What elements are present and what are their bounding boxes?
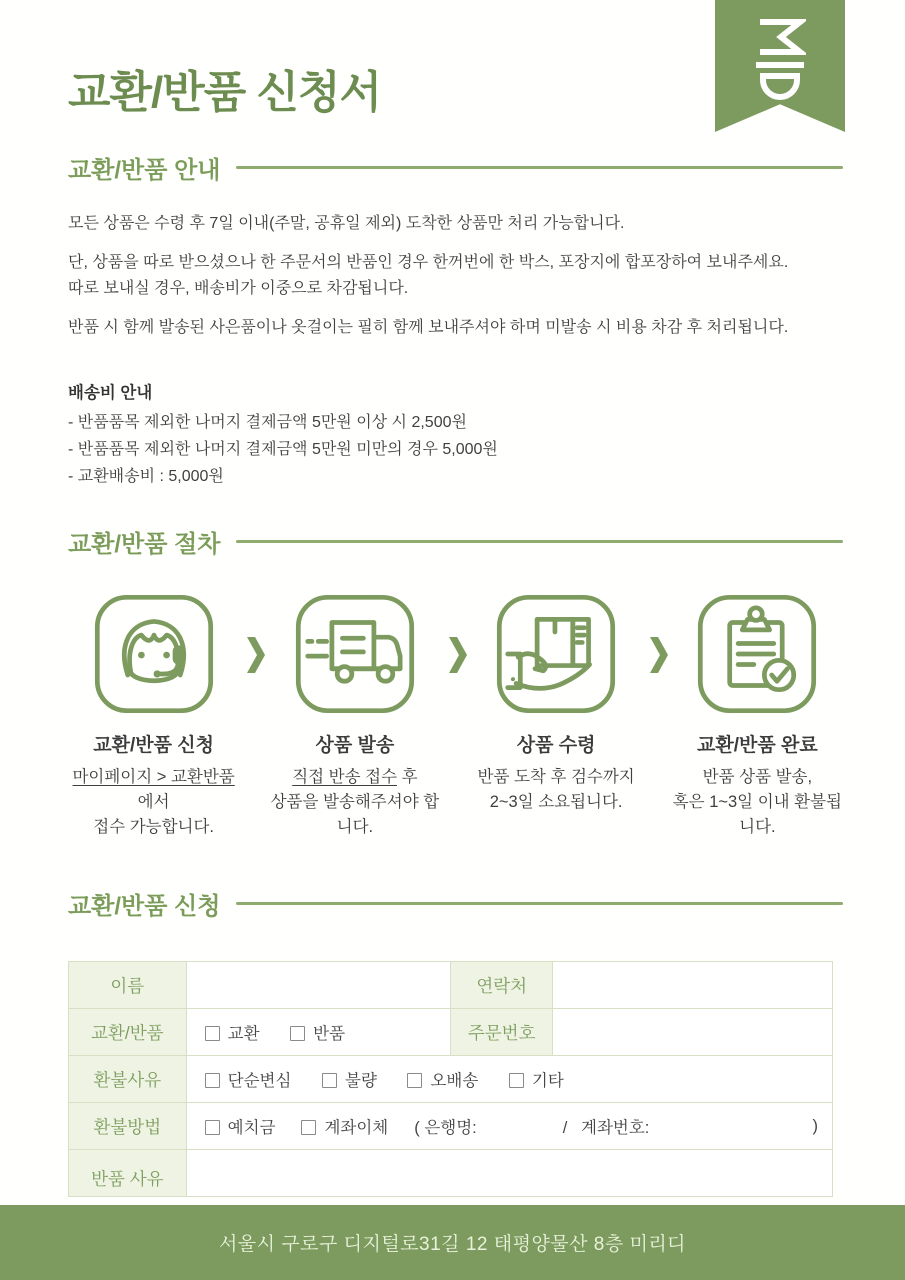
- account-number-label: / 계좌번호:: [562, 1119, 650, 1137]
- step-description: [672, 765, 843, 840]
- name-label: 이름: [69, 962, 187, 1009]
- process-step-receive: [471, 591, 642, 840]
- step-text: 2~3일 소요됩니다.: [489, 793, 623, 811]
- table-row: [69, 962, 833, 1009]
- other-label: 기타: [531, 1072, 564, 1090]
- step-text: 반품 상품 발송,: [702, 768, 813, 786]
- step-link-text: 마이페이지 > 교환반품: [72, 768, 235, 786]
- order-number-label: 주문번호: [450, 1009, 552, 1056]
- shipping-fee-heading: 배송비 안내: [68, 384, 153, 402]
- refund-reason-options-cell: [186, 1056, 832, 1103]
- chevron-right-icon: [650, 637, 668, 673]
- chevron-right-icon: [449, 637, 467, 673]
- return-option-label: 반품: [313, 1025, 346, 1043]
- request-form-table: [68, 961, 833, 1197]
- order-number-input-cell[interactable]: [553, 1009, 833, 1056]
- contact-input-cell[interactable]: [553, 962, 833, 1009]
- step-text: 접수 가능합니다.: [93, 818, 214, 836]
- clipboard-check-icon: [694, 591, 820, 717]
- exchange-checkbox[interactable]: [205, 1026, 220, 1041]
- return-reason-label: 반품 사유: [69, 1150, 187, 1197]
- wrong-delivery-label: 오배송: [430, 1072, 479, 1090]
- page-title: 교환/반품 신청서: [68, 68, 381, 117]
- type-options-cell: [186, 1009, 450, 1056]
- exchange-option-label: 교환: [227, 1025, 260, 1043]
- company-address: 서울시 구로구 디지털로31길 12 태평양물산 8층 미리디: [218, 1234, 687, 1255]
- step-description: [68, 765, 239, 840]
- step-text: 후: [397, 768, 418, 786]
- process-steps: [68, 591, 843, 840]
- step-text: 반품 도착 후 검수까지: [477, 768, 635, 786]
- step-title: 상품 수령: [516, 735, 596, 756]
- chevron-right-icon: [247, 637, 265, 673]
- deposit-checkbox[interactable]: [205, 1120, 220, 1135]
- section-process-title: 교환/반품 절차: [68, 531, 221, 558]
- table-row: [69, 1103, 833, 1150]
- defect-label: 불량: [345, 1072, 377, 1090]
- table-row: [69, 1056, 833, 1103]
- bank-transfer-label: 계좌이체: [324, 1119, 389, 1137]
- table-row: [69, 1150, 833, 1197]
- wrong-delivery-checkbox[interactable]: [407, 1073, 422, 1088]
- step-title: 교환/반품 완료: [697, 735, 818, 756]
- shipping-fee-item: - 반품품목 제외한 나머지 결제금액 5만원 미만의 경우 5,000원: [68, 441, 498, 458]
- step-link-text: 직접 반송 접수: [292, 768, 398, 786]
- bank-transfer-checkbox[interactable]: [301, 1120, 316, 1135]
- process-step-ship: [269, 591, 440, 840]
- section-rule: [236, 902, 843, 905]
- step-title: 교환/반품 신청: [93, 735, 214, 756]
- change-of-mind-label: 단순변심: [227, 1072, 292, 1090]
- footer-bar: [0, 1205, 905, 1280]
- shipping-fee-list: [68, 409, 843, 490]
- section-guide-title: 교환/반품 안내: [68, 157, 221, 184]
- step-description: [269, 765, 440, 840]
- paren-close: ): [812, 1116, 818, 1135]
- step-text: 에서: [137, 793, 170, 811]
- section-process-header: [68, 524, 843, 559]
- return-reason-input-cell[interactable]: [186, 1150, 832, 1197]
- guide-paragraph-line: 따로 보내실 경우, 배송비가 이중으로 차감됩니다.: [68, 280, 409, 297]
- shipping-fee-item: - 교환배송비 : 5,000원: [68, 468, 224, 485]
- deposit-label: 예치금: [227, 1119, 276, 1137]
- step-text: 상품을 발송해주셔야 합니다.: [270, 793, 440, 836]
- delivery-truck-icon: [292, 591, 418, 717]
- guide-paragraph: [68, 250, 843, 302]
- table-row: [69, 1009, 833, 1056]
- section-guide-header: [68, 150, 843, 185]
- section-rule: [236, 540, 843, 543]
- guide-paragraph-line: 단, 상품을 따로 받으셨으나 한 주문서의 반품인 경우 한꺼번에 한 박스, 포장지에 합포장하여 보내주세요.: [68, 254, 789, 271]
- section-rule: [236, 166, 843, 169]
- step-description: [478, 765, 635, 815]
- shipping-fee-item: - 반품품목 제외한 나머지 결제금액 5만원 이상 시 2,500원: [68, 414, 467, 431]
- refund-method-label: 환불방법: [69, 1103, 187, 1150]
- name-input-cell[interactable]: [186, 962, 450, 1009]
- step-title: 상품 발송: [315, 735, 395, 756]
- step-text: 혹은 1~3일 이내 환불됩니다.: [672, 793, 842, 836]
- other-checkbox[interactable]: [509, 1073, 524, 1088]
- receive-box-icon: [493, 591, 619, 717]
- customer-service-icon: [91, 591, 217, 717]
- process-step-complete: [672, 591, 843, 840]
- section-request-header: [68, 886, 843, 921]
- guide-paragraph: 모든 상품은 수령 후 7일 이내(주말, 공휴일 제외) 도착한 상품만 처리 가능합니다.: [68, 215, 625, 232]
- return-checkbox[interactable]: [290, 1026, 305, 1041]
- contact-label: 연락처: [450, 962, 552, 1009]
- refund-reason-label: 환불사유: [69, 1056, 187, 1103]
- guide-paragraph: 반품 시 함께 발송된 사은품이나 옷걸이는 필히 함께 보내주셔야 하며 미발송 시 비용 차감 후 처리됩니다.: [68, 319, 789, 336]
- defect-checkbox[interactable]: [322, 1073, 337, 1088]
- refund-method-options-cell: [186, 1103, 832, 1150]
- change-of-mind-checkbox[interactable]: [205, 1073, 220, 1088]
- process-step-request: [68, 591, 239, 840]
- type-label: 교환/반품: [69, 1009, 187, 1056]
- bank-name-label: ( 은행명:: [414, 1119, 477, 1137]
- section-request-title: 교환/반품 신청: [68, 893, 221, 920]
